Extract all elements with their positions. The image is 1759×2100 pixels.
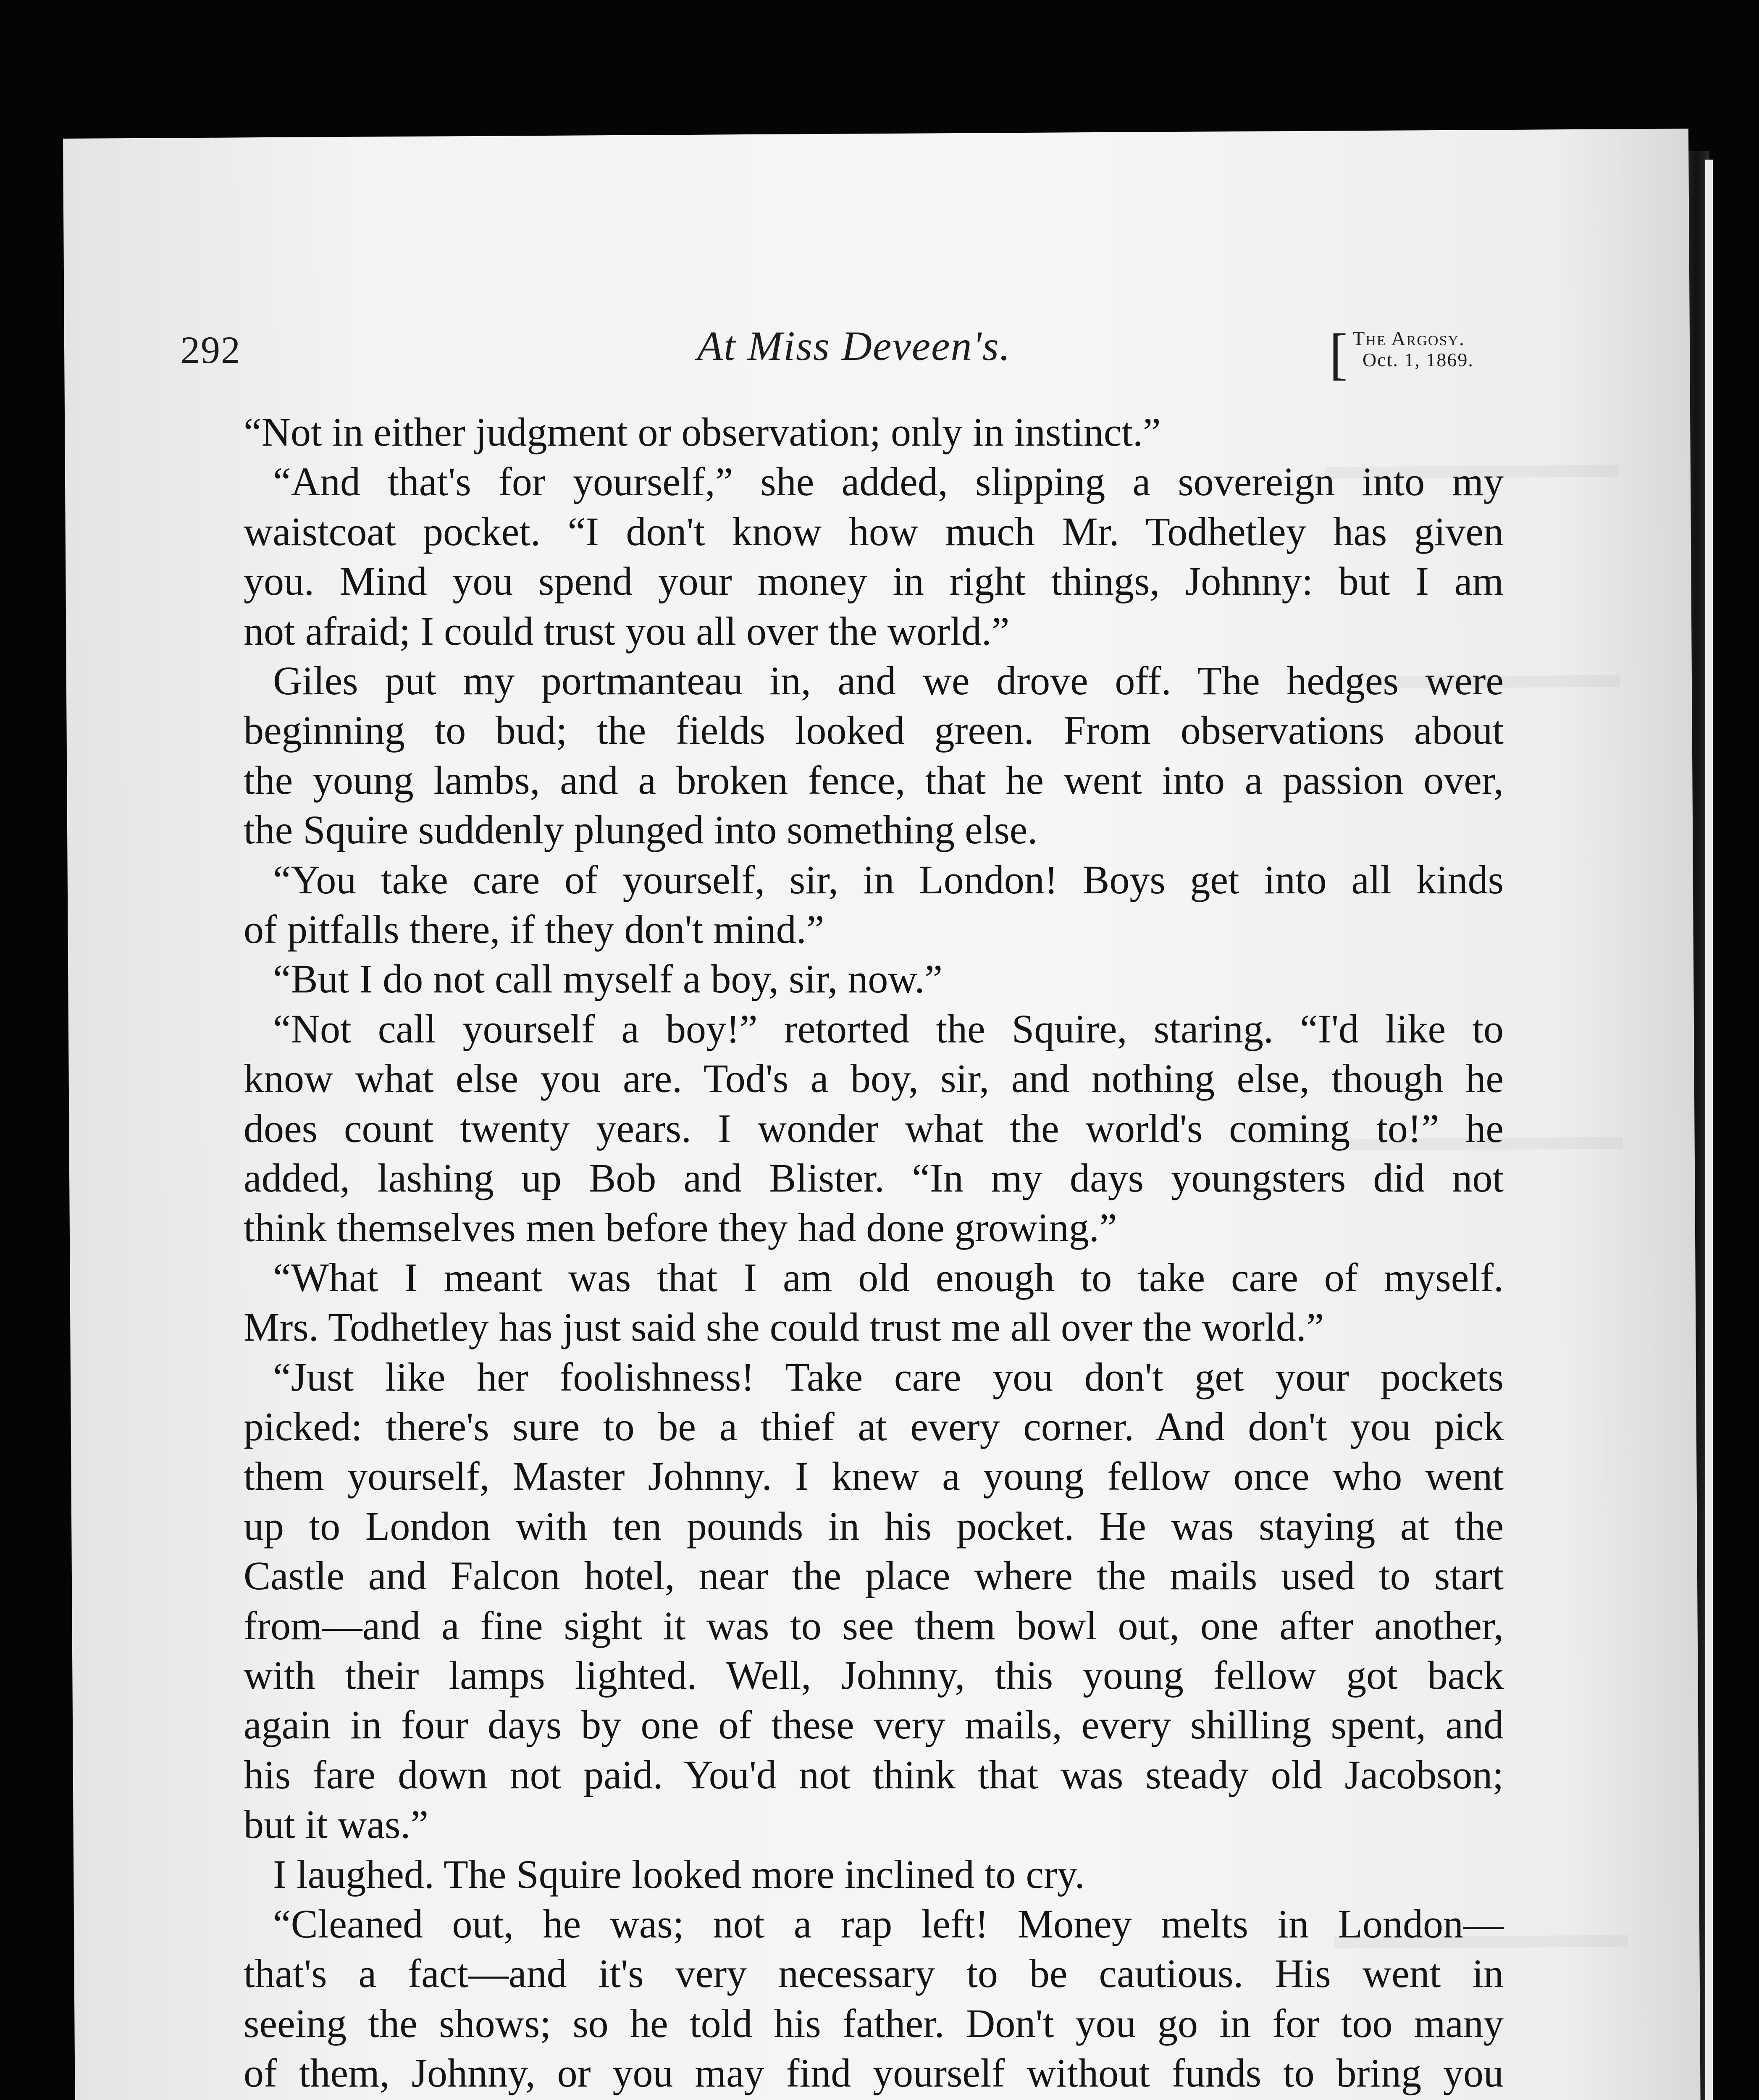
text-line: the Squire suddenly plunged into something else. xyxy=(244,807,1038,852)
page-header xyxy=(181,319,1516,386)
text-line: again in four days by one of these very mails, every shilling spent, and xyxy=(244,1702,1504,1747)
next-page-edge xyxy=(1705,160,1713,2100)
text-line: “And that's for yourself,” she added, slipping a sovereign into my xyxy=(273,459,1504,504)
text-line: “Just like her foolishness! Take care you don't get your pockets xyxy=(273,1354,1504,1399)
text-line: “What I meant was that I am old enough to take care of myself. xyxy=(273,1255,1504,1300)
text-line: “Not in either judgment or observation; only in instinct.” xyxy=(244,410,1161,454)
text-line: the young lambs, and a broken fence, that he went into a passion over, xyxy=(244,758,1504,803)
text-line: I laughed. The Squire looked more inclined to cry. xyxy=(273,1852,1085,1897)
running-title: At Miss Deveen's. xyxy=(697,323,1011,369)
text-line: Mrs. Todhetley has just said she could trust me all over the world.” xyxy=(244,1305,1324,1349)
text-line: added, lashing up Bob and Blister. “In my days youngsters did not xyxy=(244,1155,1504,1200)
text-line: “Cleaned out, he was; not a rap left! Money melts in London— xyxy=(273,1901,1504,1946)
text-line: picked: there's sure to be a thief at every corner. And don't you pick xyxy=(244,1404,1504,1449)
text-line: of pitfalls there, if they don't mind.” xyxy=(244,907,824,952)
text-line: “Not call yourself a boy!” retorted the Squire, staring. “I'd like to xyxy=(273,1006,1504,1051)
text-line: “But I do not call myself a boy, sir, now.” xyxy=(273,956,943,1001)
text-line: “You take care of yourself, sir, in London! Boys get into all kinds xyxy=(273,857,1504,902)
text-line: of them, Johnny, or you may find yourself without funds to bring you xyxy=(244,2050,1504,2095)
text-line: Giles put my portmanteau in, and we drove off. The hedges were xyxy=(273,658,1504,703)
text-line: does count twenty years. I wonder what the world's coming to!” he xyxy=(244,1106,1504,1151)
page-number: 292 xyxy=(181,328,241,371)
text-line: them yourself, Master Johnny. I knew a young fellow once who went xyxy=(244,1454,1504,1499)
text-line: with their lamps lighted. Well, Johnny, this young fellow got back xyxy=(244,1653,1504,1698)
text-line: Castle and Falcon hotel, near the place where the mails used to start xyxy=(244,1553,1504,1598)
text-line: seeing the shows; so he told his father. Don't you go in for too many xyxy=(244,2001,1504,2046)
text-line: from—and a fine sight it was to see them bowl out, one after another, xyxy=(244,1603,1504,1648)
text-line: know what else you are. Tod's a boy, sir, and nothing else, though he xyxy=(244,1056,1504,1101)
issue-date: Oct. 1, 1869. xyxy=(1363,349,1474,370)
periodical-info xyxy=(1352,328,1474,370)
header-bracket: [ xyxy=(1329,322,1348,386)
text-line xyxy=(244,2098,1504,2100)
text-line: you. Mind you spend your money in right things, Johnny: but I am xyxy=(244,559,1504,604)
text-line: but it was.” xyxy=(244,1802,428,1847)
text-line: not afraid; I could trust you all over the world.” xyxy=(244,609,1010,654)
text-line: waistcoat pocket. “I don't know how much Mr. Todhetley has given xyxy=(244,509,1504,554)
periodical-name: The Argosy. xyxy=(1352,328,1465,350)
text-line: think themselves men before they had done growing.” xyxy=(244,1205,1117,1250)
text-line: up to London with ten pounds in his pocket. He was staying at the xyxy=(244,1504,1504,1549)
text-line: his fare down not paid. You'd not think that was steady old Jacobson; xyxy=(244,1752,1504,1797)
text-line: that's a fact—and it's very necessary to be cautious. His went in xyxy=(244,1951,1504,1996)
text-line: beginning to bud; the fields looked green. From observations about xyxy=(244,708,1504,753)
